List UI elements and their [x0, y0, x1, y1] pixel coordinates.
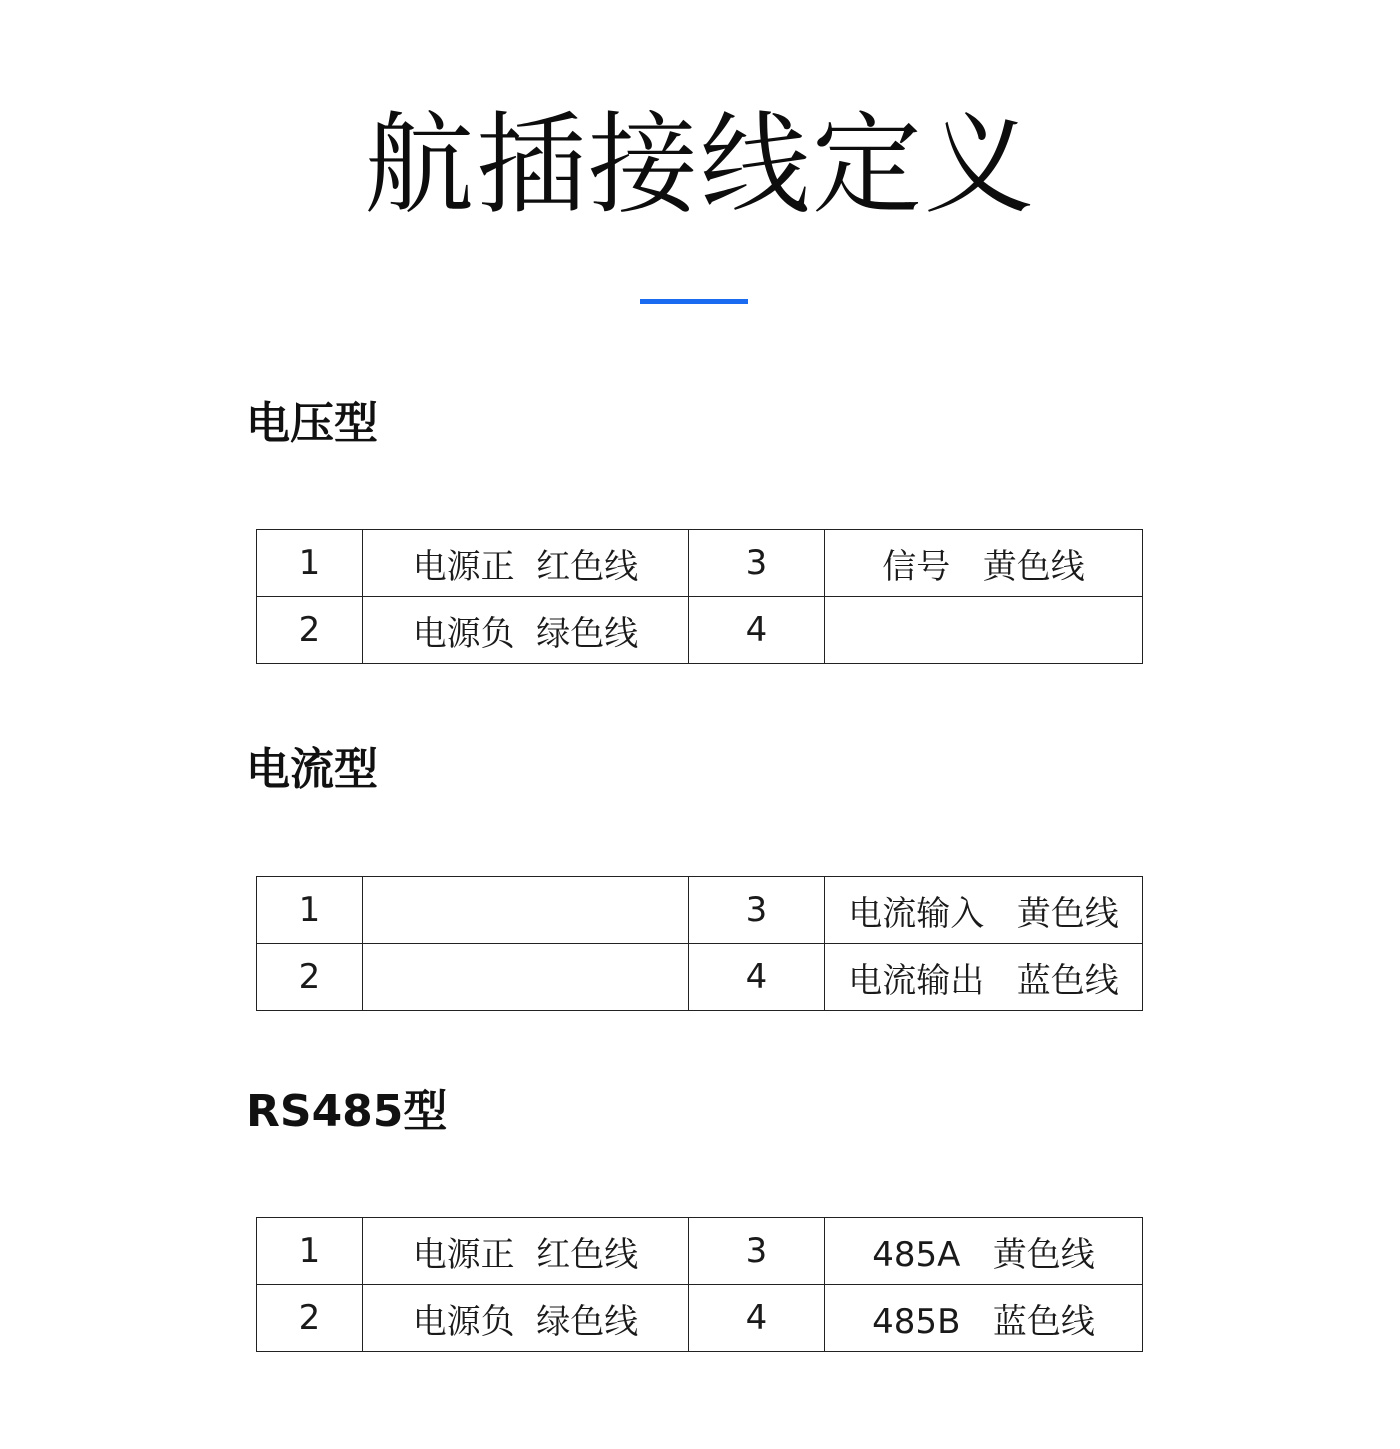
pin-description: 电源负 绿色线	[363, 1285, 689, 1352]
section-heading-voltage: 电压型	[246, 398, 378, 449]
pin-description: 电流输入 黄色线	[825, 877, 1143, 944]
pin-number: 3	[689, 530, 825, 597]
pin-description: 电源负 绿色线	[363, 597, 689, 664]
pin-number: 3	[689, 877, 825, 944]
pin-description	[825, 597, 1143, 664]
wiring-table-rs485	[256, 1217, 1143, 1352]
pin-number: 1	[257, 1218, 363, 1285]
pin-number: 4	[689, 597, 825, 664]
table-row	[257, 530, 1143, 597]
pin-description	[363, 944, 689, 1011]
pin-number: 2	[257, 944, 363, 1011]
pin-number: 1	[257, 530, 363, 597]
section-heading-current: 电流型	[246, 744, 378, 795]
section-heading-rs485: RS485型	[246, 1086, 448, 1137]
pin-number: 2	[257, 1285, 363, 1352]
page-title: 航插接线定义	[364, 101, 1036, 229]
table-row	[257, 877, 1143, 944]
pin-number: 4	[689, 1285, 825, 1352]
pin-number: 4	[689, 944, 825, 1011]
pin-description: 电源正 红色线	[363, 530, 689, 597]
title-underline	[640, 299, 748, 304]
pin-description: 信号 黄色线	[825, 530, 1143, 597]
pin-number: 3	[689, 1218, 825, 1285]
pin-description	[363, 877, 689, 944]
pin-number: 2	[257, 597, 363, 664]
table-row	[257, 1218, 1143, 1285]
table-row	[257, 944, 1143, 1011]
pin-description: 电源正 红色线	[363, 1218, 689, 1285]
wiring-table-voltage	[256, 529, 1143, 664]
wiring-table-current	[256, 876, 1143, 1011]
pin-description: 485A 黄色线	[825, 1218, 1143, 1285]
pin-description: 电流输出 蓝色线	[825, 944, 1143, 1011]
table-row	[257, 597, 1143, 664]
pin-number: 1	[257, 877, 363, 944]
table-row	[257, 1285, 1143, 1352]
pin-description: 485B 蓝色线	[825, 1285, 1143, 1352]
